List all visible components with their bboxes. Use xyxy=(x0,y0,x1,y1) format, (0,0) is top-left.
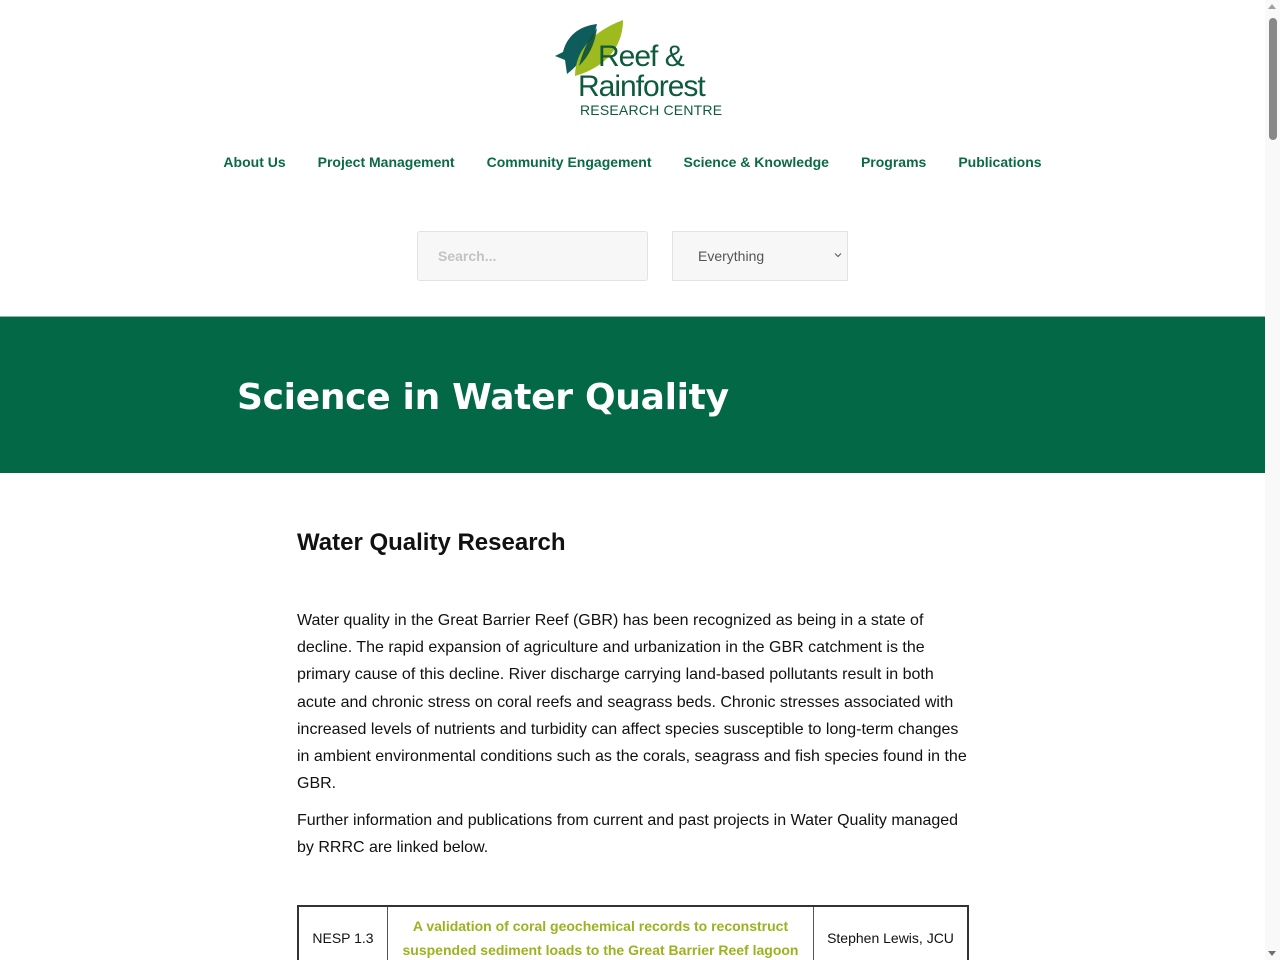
search-scope-value: Everything xyxy=(698,248,765,264)
scroll-up-arrow-icon[interactable] xyxy=(1268,4,1276,9)
intro-paragraph: Water quality in the Great Barrier Reef (GBR) has been recognized as being in a state of decline. The rapid expansion of agriculture and urbanization in the GBR catchment is the primary cause of this decline. River discharge carrying land-based pollutants result in both acute and chronic stress on coral reefs and seagrass beds. Chronic stresses associated with increased levels of nutrients and turbidity can affect species susceptible to long-term changes in ambient environmental conditions such as the corals, seagrass and fish species found in the GBR. xyxy=(297,612,967,793)
section-heading: Water Quality Research xyxy=(297,529,566,556)
main-content xyxy=(297,528,969,857)
logo-line1: Reef & xyxy=(598,40,684,73)
nav-item-community-engagement[interactable]: Community Engagement xyxy=(486,154,652,170)
search-input[interactable] xyxy=(417,231,648,281)
project-title-cell xyxy=(388,906,814,960)
search-scope-select[interactable] xyxy=(672,231,848,281)
logo-line3: RESEARCH CENTRE xyxy=(580,102,723,118)
scroll-down-arrow-icon[interactable] xyxy=(1268,951,1276,956)
page-title: Science in Water Quality xyxy=(237,377,729,418)
logo-wordmark xyxy=(578,42,722,118)
vertical-scrollbar[interactable] xyxy=(1265,0,1280,960)
project-title-link[interactable]: A validation of coral geochemical records to reconstruct suspended sediment loads to the Great Barrier Reef lagoon xyxy=(402,918,799,958)
scrollbar-thumb[interactable] xyxy=(1269,18,1277,140)
nav-item-programs[interactable]: Programs xyxy=(860,154,927,170)
project-code: NESP 1.3 xyxy=(298,906,388,960)
main-nav xyxy=(0,153,1265,171)
projects-table xyxy=(297,905,969,960)
site-logo[interactable] xyxy=(553,18,723,124)
nav-item-science-knowledge[interactable]: Science & Knowledge xyxy=(683,154,829,170)
logo-line2: Rainforest xyxy=(578,70,705,103)
nav-item-about-us[interactable]: About Us xyxy=(223,154,286,170)
hero-banner xyxy=(0,316,1265,473)
project-lead: Stephen Lewis, JCU xyxy=(814,906,969,960)
table-row xyxy=(298,906,968,960)
nav-item-publications[interactable]: Publications xyxy=(958,154,1042,170)
links-paragraph: Further information and publications from current and past projects in Water Quality managed by RRRC are linked below. xyxy=(297,812,959,857)
chevron-down-icon xyxy=(833,250,843,260)
nav-item-project-management[interactable]: Project Management xyxy=(317,154,455,170)
